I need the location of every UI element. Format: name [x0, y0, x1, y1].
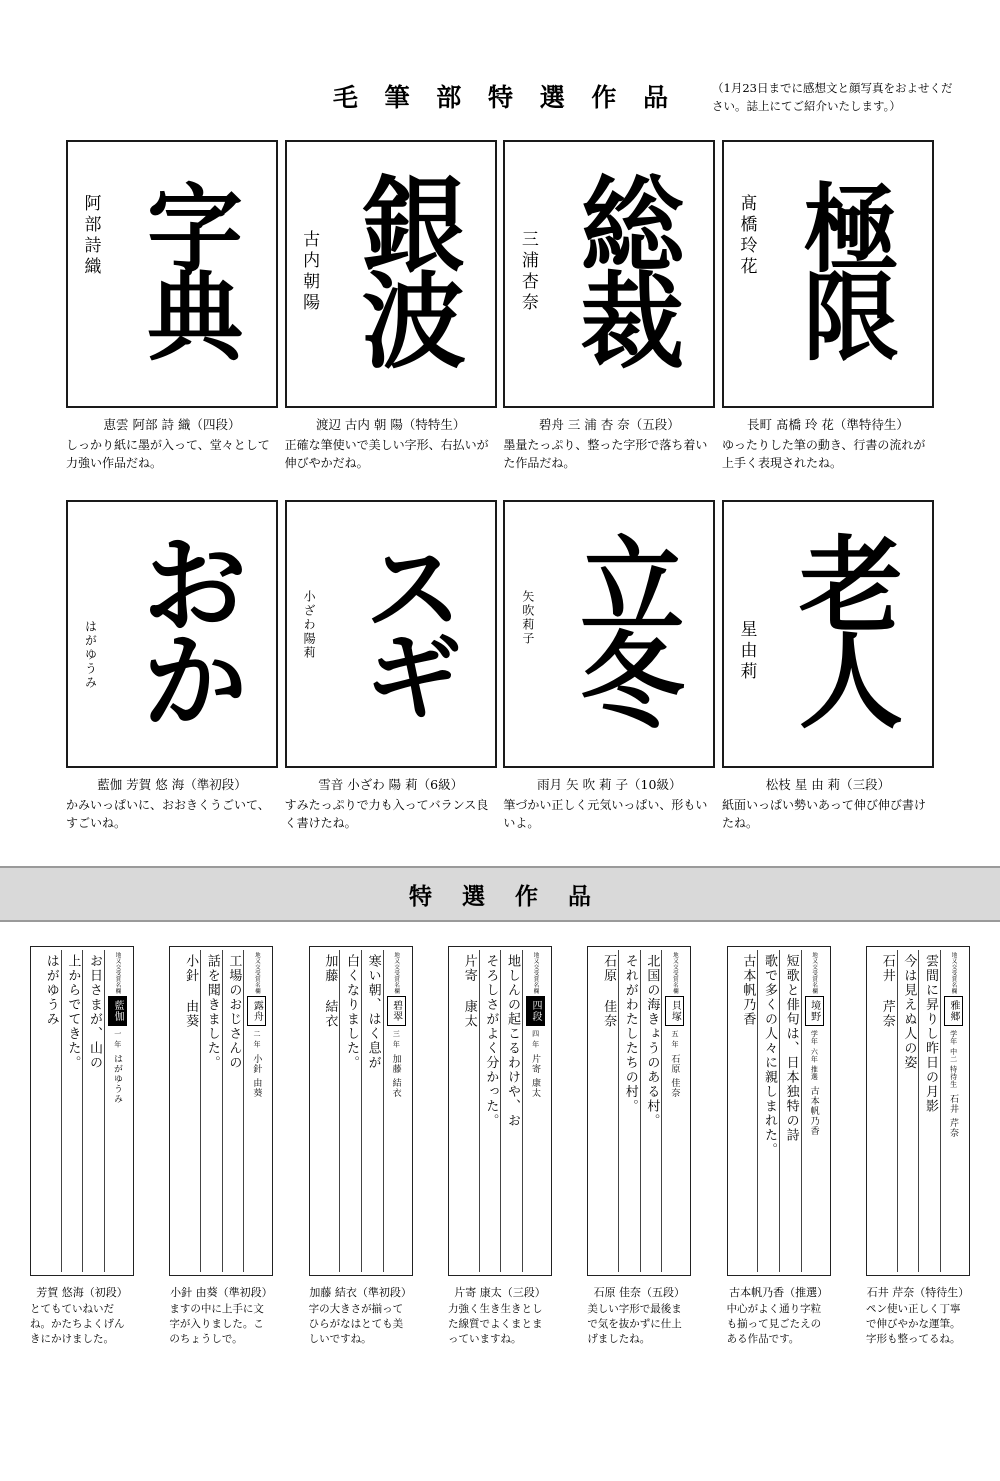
pen-author: 加藤 結衣（準初段） [309, 1286, 412, 1299]
artwork-char: ス [365, 532, 462, 646]
pen-text-body [34, 950, 104, 1272]
artwork-comment: 筆づかい正しく元気いっぱい、形もいいよ。 [503, 798, 708, 830]
artwork-image [722, 500, 934, 768]
pen-artwork [727, 946, 831, 1276]
pen-author: 石井 芹奈（特待生） [866, 1286, 970, 1299]
pen-text-body [173, 950, 243, 1272]
row-spacer [28, 472, 972, 500]
pen-artwork [448, 946, 552, 1276]
brush-row-2 [28, 500, 972, 832]
artwork-characters [333, 142, 495, 406]
pen-grade: 学年 中二 特待生 [949, 1030, 958, 1088]
pen-info-labels: 地又交受賞名欄 [114, 952, 121, 994]
pen-card [587, 946, 691, 1348]
pen-text-line: 地しんの起こるわけや、お [500, 950, 522, 1272]
artwork-signature: 髙橋玲花 [736, 194, 757, 278]
artwork-author: 長町 髙橋 玲 花（準特待生） [747, 417, 909, 432]
artwork-char: ギ [365, 621, 462, 734]
pen-card [866, 946, 970, 1348]
artwork-author: 恵雲 阿部 詩 織（四段） [103, 417, 241, 432]
pen-grade: 五 年 [671, 1030, 679, 1048]
page-root [0, 78, 1000, 1481]
brush-card [503, 500, 715, 832]
artwork-signature: はがゆうみ [83, 620, 98, 690]
brush-card [722, 140, 934, 472]
pen-info-labels: 地又交受賞名欄 [671, 952, 678, 994]
artwork-author: 渡辺 古内 朝 陽（特特生） [315, 417, 466, 432]
pen-card [30, 946, 134, 1348]
artwork-comment: 紙面いっぱい勢いあって伸び伸び書けたね。 [721, 798, 926, 830]
artwork-characters [114, 502, 276, 766]
artwork-characters [114, 142, 276, 406]
artwork-characters [551, 502, 713, 766]
pen-comment: ペン使い正しく丁寧で伸びやかな運筆。字形も整ってるね。 [865, 1303, 961, 1346]
pen-name: 片寄 康太 [529, 1053, 540, 1098]
brush-card [285, 140, 497, 472]
pen-name: 石原 佳奈 [669, 1053, 680, 1098]
artwork-signature: 阿部詩織 [80, 194, 101, 278]
pen-award-badge: 碧翠 [387, 996, 406, 1026]
pen-text-line: 片寄 康太 [461, 954, 477, 1029]
artwork-char: 銀 [361, 164, 466, 288]
pen-award-badge: 雅郷 [944, 996, 963, 1026]
pen-comment: ますの中に上手に文字が入りました。このちょうしで。 [169, 1303, 264, 1346]
artwork-author: 雪音 小ざわ 陽 莉（6級） [318, 777, 464, 792]
pen-grade: 一 年 [113, 1030, 122, 1048]
pen-award-badge: 四段 [526, 996, 545, 1026]
pen-text-line: 歌で多くの人々に親しまれた。 [757, 950, 779, 1272]
artwork-char: 人 [798, 620, 903, 743]
pen-info-labels: 地又交受賞名欄 [532, 952, 539, 994]
artwork-image [66, 500, 278, 768]
artwork-image [503, 140, 715, 408]
pen-info-column [801, 950, 827, 1272]
pen-card [169, 946, 273, 1348]
pen-text-line: 上からでてきた。 [61, 950, 83, 1272]
page-title: 毛 筆 部 特 選 作 品 [332, 83, 678, 112]
pen-author: 小針 由葵（準初段） [170, 1286, 273, 1299]
artwork-comment: しっかり紙に墨が入って、堂々として力強い作品だね。 [66, 438, 270, 470]
artwork-signature: 小ざわ陽莉 [302, 590, 317, 660]
pen-name: 石井 芹奈 [947, 1093, 958, 1138]
pen-info-column [940, 950, 966, 1272]
pen-grade: 四 年 [531, 1030, 540, 1048]
pen-award-badge: 藍伽 [108, 996, 127, 1026]
pen-text-line: 工場のおじさんの [222, 950, 244, 1272]
pen-text-line: 石井 芹奈 [879, 954, 895, 1029]
pen-text-body [870, 950, 940, 1272]
artwork-image [722, 140, 934, 408]
pen-text-line: 古本帆乃香 [740, 954, 756, 1027]
artwork-characters [551, 142, 713, 406]
artwork-comment: かみいっぱいに、おおきくうごいて、すごいね。 [66, 798, 270, 830]
pen-card [448, 946, 552, 1348]
pen-award-badge: 境野 [805, 996, 824, 1026]
artwork-char: 裁 [580, 260, 685, 383]
pen-text-body [731, 950, 801, 1272]
artwork-image [285, 500, 497, 768]
pen-grade: 三 年 [392, 1030, 401, 1048]
artwork-image [66, 140, 278, 408]
artwork-char: 字 [147, 172, 243, 286]
pen-info-column [243, 950, 269, 1272]
artwork-author: 松枝 星 由 莉（三段） [765, 777, 891, 792]
brush-header [28, 78, 972, 140]
artwork-comment: すみたっぷりで力も入ってバランス良く書けたね。 [284, 798, 489, 830]
pen-info-column [383, 950, 409, 1272]
artwork-author: 雨月 矢 吹 莉 子（10級） [537, 777, 682, 792]
artwork-characters [770, 142, 932, 406]
pen-text-line: 小針 由葵 [183, 954, 199, 1029]
pen-text-line: それがわたしたちの村。 [618, 950, 640, 1272]
section-title: 特 選 作 品 [408, 882, 603, 910]
pen-card [727, 946, 831, 1348]
pen-comment: とてもていねいだね。かたちよくげんきにかけました。 [30, 1303, 125, 1346]
artwork-signature: 矢吹莉子 [520, 590, 535, 646]
pen-info-column [661, 950, 687, 1272]
pen-card [309, 946, 413, 1348]
artwork-char: 典 [147, 261, 243, 374]
pen-author: 石原 佳奈（五段） [593, 1286, 686, 1299]
pen-text-line: 石原 佳奈 [601, 954, 617, 1029]
pen-text-line: お日さまが、山の [82, 950, 104, 1272]
artwork-author: 藍伽 芳賀 悠 海（準初段） [97, 777, 247, 792]
pen-comment: 中心がよく通り字粒も揃って見ごたえのある作品です。 [726, 1303, 822, 1346]
artwork-author: 碧舟 三 浦 杏 奈（五段） [538, 417, 680, 432]
pen-text-line: 寒い朝、はく息が [361, 950, 383, 1272]
pen-name: 加藤 結衣 [390, 1053, 401, 1098]
pen-award-badge: 露舟 [247, 996, 266, 1026]
pen-row [30, 946, 970, 1348]
pen-text-line: 今は見えぬ人の姿 [897, 950, 919, 1272]
brush-card [66, 140, 278, 472]
pen-artwork [169, 946, 273, 1276]
pen-text-line: 短歌と俳句は、日本独特の詩 [779, 950, 801, 1272]
artwork-char: 総 [580, 164, 685, 288]
brush-card [66, 500, 278, 832]
artwork-image [285, 140, 497, 408]
artwork-char: 冬 [580, 620, 685, 743]
artwork-image [503, 500, 715, 768]
pen-grade: 学年 六年 推選 [810, 1030, 819, 1081]
pen-text-line: 話を聞きました。 [200, 950, 222, 1272]
submission-notice: （1月23日までに感想文と顔写真をおよせください。誌上にてご紹介いたします。） [712, 81, 953, 113]
pen-info-labels: 地又交受賞名欄 [811, 952, 818, 994]
brush-card [503, 140, 715, 472]
pen-comment: 美しい字形で最後まで気を抜かずに仕上げましたね。 [587, 1303, 682, 1346]
pen-text-line: はがゆうみ [43, 954, 59, 1027]
pen-info-labels: 地又交受賞名欄 [950, 952, 957, 994]
pen-name: はがゆうみ [112, 1053, 122, 1104]
pen-info-labels: 地又交受賞名欄 [393, 952, 400, 994]
pen-name: 小針 由葵 [251, 1053, 262, 1098]
pen-text-line: 北国の海きょうのある村。 [640, 950, 662, 1272]
section-divider-band [0, 866, 1000, 922]
pen-artwork [309, 946, 413, 1276]
artwork-comment: 正確な筆使いで美しい字形、右払いが伸びやかだね。 [284, 438, 489, 470]
pen-info-column [522, 950, 548, 1272]
pen-artwork [587, 946, 691, 1276]
pen-award-badge: 貝塚 [665, 996, 684, 1026]
pen-text-body [452, 950, 522, 1272]
brush-row-1 [28, 140, 972, 472]
pen-text-line: 加藤 結衣 [322, 954, 338, 1029]
artwork-signature: 三浦杏奈 [517, 230, 538, 314]
artwork-comment: ゆったりした筆の動き、行書の流れが上手く表現されたね。 [721, 438, 926, 470]
artwork-characters [333, 502, 495, 766]
artwork-char: 立 [580, 524, 685, 648]
pen-text-line: 雲間に昇りし昨日の月影 [918, 950, 940, 1272]
pen-author: 片寄 康太（三段） [454, 1286, 546, 1299]
pen-artwork [30, 946, 134, 1276]
artwork-char: 波 [361, 260, 466, 383]
artwork-char: 限 [802, 261, 899, 374]
brush-section [0, 78, 1000, 832]
pen-text-line: 白くなりました。 [339, 950, 361, 1272]
artwork-comment: 墨量たっぷり、整った字形で落ち着いた作品だね。 [503, 438, 708, 470]
pen-section [0, 922, 1000, 1348]
pen-text-body [313, 950, 383, 1272]
artwork-char: お [142, 524, 247, 648]
brush-card [722, 500, 934, 832]
brush-card [285, 500, 497, 832]
pen-comment: 力強く生き生きとした線質でよくまとまっていますね。 [447, 1303, 543, 1346]
pen-artwork [866, 946, 970, 1276]
artwork-signature: 古内朝陽 [299, 230, 320, 314]
artwork-char: 極 [802, 172, 899, 286]
pen-name: 古本帆乃香 [808, 1086, 819, 1137]
artwork-characters [770, 502, 932, 766]
pen-grade: 二 年 [253, 1030, 262, 1048]
pen-author: 芳賀 悠海（初段） [36, 1286, 128, 1299]
artwork-char: か [142, 620, 247, 743]
artwork-signature: 星由莉 [736, 620, 757, 683]
artwork-char: 老 [798, 524, 903, 648]
pen-text-line: そろしさがよく分かった。 [479, 950, 501, 1272]
pen-text-body [591, 950, 661, 1272]
pen-info-labels: 地又交受賞名欄 [253, 952, 260, 994]
pen-info-column [104, 950, 130, 1272]
pen-comment: 字の大きさが揃ってひらがなはとても美しいですね。 [308, 1303, 404, 1346]
pen-author: 古本帆乃香（推選） [729, 1286, 829, 1299]
